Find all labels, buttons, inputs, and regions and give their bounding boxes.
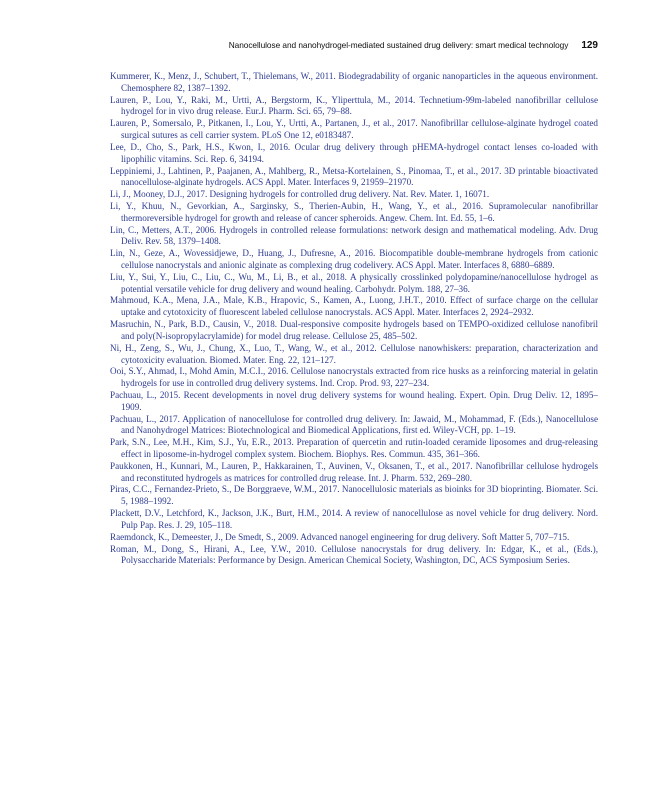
reference-item[interactable]: Li, Y., Khuu, N., Gevorkian, A., Sarginsky, S., Therien-Aubin, H., Wang, Y., et al., 2016. Supramolecular nanofibrillar thermoreversible hydrogel for growth and release of cancer spheroids. Angew. Chem. Int. Ed. 55, 1–6. [110,200,598,223]
reference-item[interactable]: Raemdonck, K., Demeester, J., De Smedt, S., 2009. Advanced nanogel engineering for drug delivery. Soft Matter 5, 707–715. [110,531,570,542]
reference-item[interactable]: Mahmoud, K.A., Mena, J.A., Male, K.B., Hrapovic, S., Kamen, A., Luong, J.H.T., 2010. Effect of surface charge on the cellular uptake and cytotoxicity of fluorescent labeled cellulose nanocrystals. ACS Appl. Mater. Interfaces 2, 2924–2932. [110,295,598,318]
reference-item[interactable]: Lee, D., Cho, S., Park, H.S., Kwon, I., 2016. Ocular drug delivery through pHEMA-hydrogel contact lenses co-loaded with lipophilic vitamins. Sci. Rep. 6, 34194. [110,141,598,164]
reference-item[interactable]: Kummerer, K., Menz, J., Schubert, T., Thielemans, W., 2011. Biodegradability of organic nanoparticles in the aqueous environment. Chemosphere 82, 1387–1392. [110,71,598,93]
reference-item[interactable]: Piras, C.C., Fernandez-Prieto, S., De Borggraeve, W.M., 2017. Nanocellulosic materials as bioinks for 3D bioprinting. Biomater. Sci. 5, 1988–1992. [110,484,598,507]
reference-item[interactable]: Lin, N., Geze, A., Wovessidjewe, D., Huang, J., Dufresne, A., 2016. Biocompatible double-membrane hydrogels from cationic cellulose nanocrystals and anionic alginate as complexing drug codelivery. ACS Appl. Mater. Interfaces 8, 6880–6889. [110,248,598,270]
page-number: 129 [581,40,598,51]
reference-item[interactable]: Paukkonen, H., Kunnari, M., Lauren, P., Hakkarainen, T., Auvinen, V., Oksanen, T., et al., 2017. Nanofibrillar cellulose hydrogels and reconstituted hydrogels as matrices for controlled drug release. Int. J. Pharm. 532, 269–280. [110,460,598,483]
reference-item[interactable]: Roman, M., Dong, S., Hirani, A., Lee, Y.W., 2010. Cellulose nanocrystals for drug delivery. In: Edgar, K., et al., (Eds.), Polysaccharide Materials: Performance by Design. American Chemical Society, Washington, DC, ACS Symposium Series. [110,543,598,566]
reference-item[interactable]: Plackett, D.V., Letchford, K., Jackson, J.K., Burt, H.M., 2014. A review of nanocellulose as novel vehicle for drug delivery. Nord. Pulp Pap. Res. J. 29, 105–118. [110,508,598,530]
reference-item[interactable]: Lin, C., Metters, A.T., 2006. Hydrogels in controlled release formulations: network design and mathematical modeling. Adv. Drug Deliv. Rev. 58, 1379–1408. [110,224,598,247]
reference-item[interactable]: Pachuau, L., 2015. Recent developments in novel drug delivery systems for wound healing. Expert. Opin. Drug Deliv. 12, 1895–1909. [110,389,598,412]
running-title: Nanocellulose and nanohydrogel-mediated sustained drug delivery: smart medical technology [228,40,569,50]
reference-item[interactable]: Li, J., Mooney, D.J., 2017. Designing hydrogels for controlled drug delivery. Nat. Rev. Mater. 1, 16071. [110,189,490,200]
running-head [110,40,598,51]
reference-item[interactable]: Masruchin, N., Park, B.D., Causin, V., 2018. Dual-responsive composite hydrogels based on TEMPO-oxidized cellulose nanofibril and poly(N-isopropylacrylamide) for model drug release. Cellulose 25, 485–502. [110,319,598,341]
reference-list [110,71,598,567]
reference-item[interactable]: Liu, Y., Sui, Y., Liu, C., Liu, C., Wu, M., Li, B., et al., 2018. A physically crosslinked polydopamine/nanocellulose hydrogel as potential versatile vehicle for drug delivery and wound healing. Carbohydr. Polym. 188, 27–36. [110,271,598,294]
reference-item[interactable]: Park, S.N., Lee, M.H., Kim, S.J., Yu, E.R., 2013. Preparation of quercetin and rutin-loaded ceramide liposomes and drug-releasing effect in liposome-in-hydrogel complex system. Biochem. Biophys. Res. Commun. 435, 361–366. [110,437,598,459]
reference-item[interactable]: Lauren, P., Lou, Y., Raki, M., Urtti, A., Bergstorm, K., Yliperttula, M., 2014. Technetium-99m-labeled nanofibrillar cellulose hydrogel for in vivo drug release. Eur.J. Pharm. Sci. 65, 79–88. [110,94,598,117]
reference-item[interactable]: Leppiniemi, J., Lahtinen, P., Paajanen, A., Mahlberg, R., Metsa-Kortelainen, S., Pinomaa, T., et al., 2017. 3D printable bioactivated nanocellulose-alginate hydrogels. ACS Appl. Mater. Interfaces 9, 21959–21970. [110,165,598,188]
reference-item[interactable]: Pachuau, L., 2017. Application of nanocellulose for controlled drug delivery. In: Jawaid, M., Mohammad, F. (Eds.), Nanocellulose and Nanohydrogel Matrices: Biotechnological and Biomedical Applications, first ed. Wiley-VCH, pp. 1–19. [110,413,598,436]
reference-item[interactable]: Lauren, P., Somersalo, P., Pitkanen, I., Lou, Y., Urtti, A., Partanen, J., et al., 2017. Nanofibrillar cellulose-alginate hydrogel coated surgical sutures as cell carrier system. PLoS One 12, e0183487. [110,118,598,141]
reference-item[interactable]: Ooi, S.Y., Ahmad, I., Mohd Amin, M.C.I., 2016. Cellulose nanocrystals extracted from rice husks as a reinforcing material in gelatin hydrogels for use in controlled drug delivery systems. Ind. Crop. Prod. 93, 227–234. [110,366,598,389]
reference-item[interactable]: Ni, H., Zeng, S., Wu, J., Chung, X., Luo, T., Wang, W., et al., 2012. Cellulose nanowhiskers: preparation, characterization and cytotoxicity evaluation. Biomed. Mater. Eng. 22, 121–127. [110,342,598,365]
